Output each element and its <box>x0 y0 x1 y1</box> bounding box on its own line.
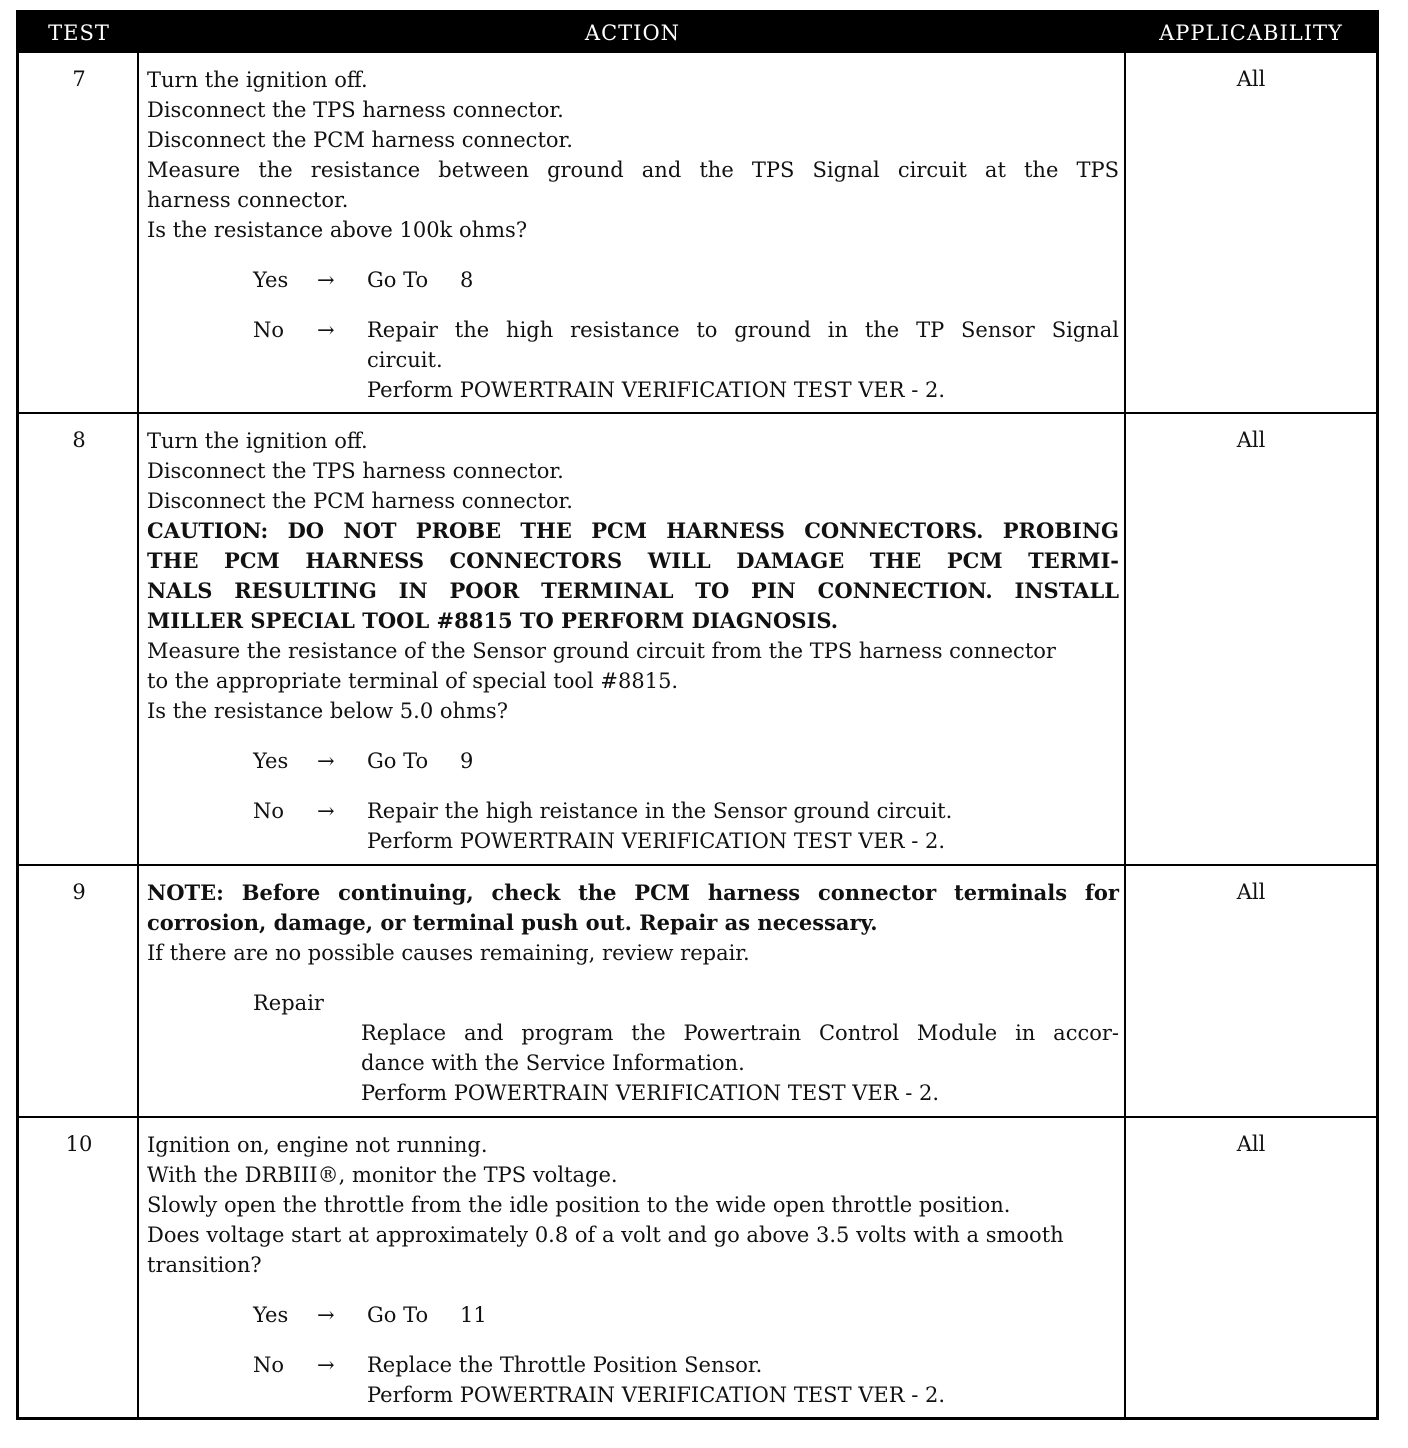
header-action: ACTION <box>584 21 681 45</box>
no-option <box>147 1350 1119 1380</box>
action-line: Disconnect the TPS harness connector. <box>147 459 564 483</box>
table-row <box>19 414 1376 864</box>
action-line: Measure the resistance between ground and the TPS Signal circuit at the TPS <box>147 158 1119 182</box>
option-key: No <box>253 799 285 823</box>
action-line: Measure the resistance of the Sensor ground circuit from the TPS harness connector <box>147 639 1056 663</box>
caution-line: MILLER SPECIAL TOOL #8815 TO PERFORM DIAGNOSIS. <box>147 608 839 633</box>
table-row <box>19 1118 1376 1418</box>
action-cell <box>147 878 1119 1108</box>
action-line: Disconnect the PCM harness connector. <box>147 128 573 152</box>
goto-label: Go To <box>367 268 429 292</box>
yes-option <box>147 746 1119 776</box>
action-line: circuit. <box>367 348 443 372</box>
action-line: Is the resistance below 5.0 ohms? <box>147 699 508 723</box>
action-line: Disconnect the PCM harness connector. <box>147 489 573 513</box>
test-number: 8 <box>72 428 86 452</box>
arrow-icon: → <box>317 799 335 823</box>
applicability-cell: All <box>1236 880 1266 904</box>
action-line: Does voltage start at approximately 0.8 of a volt and go above 3.5 volts with a smooth <box>147 1223 1064 1247</box>
test-number: 10 <box>65 1132 93 1156</box>
action-line: Repair the high reistance in the Sensor ground circuit. <box>367 799 953 823</box>
action-line: With the DRBIII®, monitor the TPS voltage. <box>147 1163 618 1187</box>
goto-target: 8 <box>460 268 474 292</box>
option-key: Yes <box>253 268 289 292</box>
note-line: corrosion, damage, or terminal push out. Repair as necessary. <box>147 910 878 935</box>
action-line: dance with the Service Information. <box>361 1051 745 1075</box>
option-key: No <box>253 1353 285 1377</box>
yes-option <box>147 265 1119 295</box>
goto-label: Go To <box>367 1303 429 1327</box>
caution-line: NALS RESULTING IN POOR TERMINAL TO PIN CONNECTION. INSTALL <box>147 578 1119 603</box>
yes-option <box>147 1300 1119 1330</box>
option-key: No <box>253 318 285 342</box>
arrow-icon: → <box>317 1353 335 1377</box>
diagnostic-table <box>16 10 1379 1420</box>
caution-line: CAUTION: DO NOT PROBE THE PCM HARNESS CONNECTORS. PROBING <box>147 518 1119 543</box>
no-option <box>147 796 1119 826</box>
applicability-cell: All <box>1236 428 1266 452</box>
action-line: transition? <box>147 1253 262 1277</box>
action-line: Perform POWERTRAIN VERIFICATION TEST VER - 2. <box>367 829 946 853</box>
repair-instructions <box>361 1018 1119 1108</box>
goto-target: 9 <box>460 749 474 773</box>
test-number: 7 <box>72 67 86 91</box>
goto-label: Go To <box>367 749 429 773</box>
action-line: Perform POWERTRAIN VERIFICATION TEST VER - 2. <box>367 1383 946 1407</box>
table-header <box>19 13 1376 53</box>
action-line: Ignition on, engine not running. <box>147 1133 488 1157</box>
action-line: Turn the ignition off. <box>147 429 368 453</box>
no-option <box>147 315 1119 345</box>
note-line: NOTE: Before continuing, check the PCM harness connector terminals for <box>147 880 1119 905</box>
test-number: 9 <box>72 880 86 904</box>
repair-label: Repair <box>253 991 324 1015</box>
header-applicability: APPLICABILITY <box>1159 21 1343 45</box>
action-line: Slowly open the throttle from the idle position to the wide open throttle position. <box>147 1193 1011 1217</box>
header-test: TEST <box>48 21 110 45</box>
applicability-cell: All <box>1236 1132 1266 1156</box>
action-line: Is the resistance above 100k ohms? <box>147 218 528 242</box>
table-row <box>19 866 1376 1116</box>
option-key: Yes <box>253 749 289 773</box>
action-line: Repair the high resistance to ground in the TP Sensor Signal <box>367 318 1119 342</box>
action-line: Replace and program the Powertrain Control Module in accor- <box>361 1021 1119 1045</box>
action-line: Perform POWERTRAIN VERIFICATION TEST VER - 2. <box>361 1081 940 1105</box>
action-cell <box>147 426 1119 856</box>
action-line: If there are no possible causes remaining, review repair. <box>147 941 750 965</box>
action-line: Replace the Throttle Position Sensor. <box>367 1353 763 1377</box>
action-line: harness connector. <box>147 188 349 212</box>
arrow-icon: → <box>317 749 335 773</box>
option-key: Yes <box>253 1303 289 1327</box>
caution-line: THE PCM HARNESS CONNECTORS WILL DAMAGE THE PCM TERMI- <box>147 548 1119 573</box>
action-line: Disconnect the TPS harness connector. <box>147 98 564 122</box>
action-line: to the appropriate terminal of special tool #8815. <box>147 669 679 693</box>
table-row <box>19 53 1376 413</box>
arrow-icon: → <box>317 1303 335 1327</box>
arrow-icon: → <box>317 318 335 342</box>
applicability-cell: All <box>1236 67 1266 91</box>
action-line: Turn the ignition off. <box>147 68 368 92</box>
goto-target: 11 <box>460 1303 487 1327</box>
action-cell <box>147 65 1119 405</box>
action-cell <box>147 1130 1119 1410</box>
action-line: Perform POWERTRAIN VERIFICATION TEST VER - 2. <box>367 378 946 402</box>
arrow-icon: → <box>317 268 335 292</box>
